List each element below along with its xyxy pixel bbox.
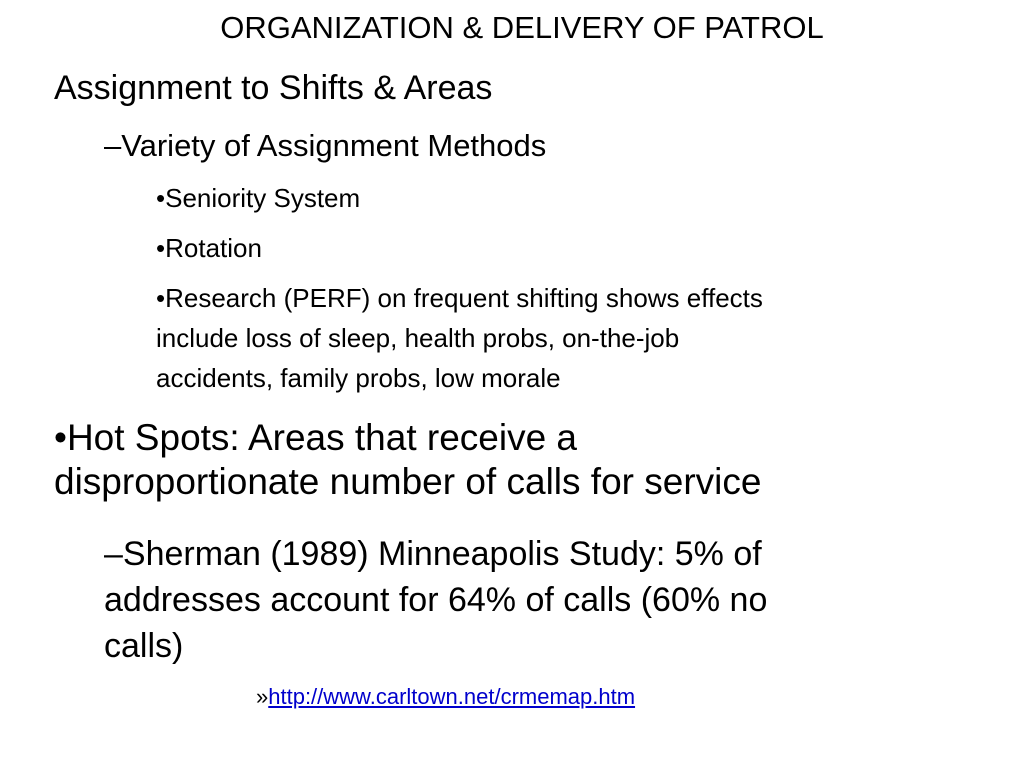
- bullet-research: [156, 278, 763, 398]
- sherman-line: –Sherman (1989) Minneapolis Study: 5% of: [104, 535, 762, 573]
- sherman-line: calls): [104, 627, 184, 665]
- hot-spots-line: •Hot Spots: Areas that receive a: [54, 417, 578, 458]
- bullet-rotation: •Rotation: [156, 233, 262, 263]
- research-line: include loss of sleep, health probs, on-the-job: [156, 323, 680, 353]
- bullet-hot-spots: [54, 416, 761, 504]
- subheading-assignment-methods: –Variety of Assignment Methods: [104, 128, 547, 163]
- slide-title: ORGANIZATION & DELIVERY OF PATROL: [220, 10, 824, 45]
- research-line: •Research (PERF) on frequent shifting shows effects: [156, 283, 763, 313]
- hot-spots-line: disproportionate number of calls for service: [54, 461, 762, 502]
- crime-map-link[interactable]: http://www.carltown.net/crmemap.htm: [268, 684, 636, 709]
- research-line: accidents, family probs, low morale: [156, 363, 561, 393]
- bullet-seniority-system: •Seniority System: [156, 183, 361, 213]
- link-prefix-glyph: »: [256, 684, 269, 709]
- heading-assignment: Assignment to Shifts & Areas: [54, 69, 493, 107]
- sherman-study: [104, 531, 767, 669]
- sherman-line: addresses account for 64% of calls (60% no: [104, 581, 768, 619]
- link-row: [256, 682, 635, 712]
